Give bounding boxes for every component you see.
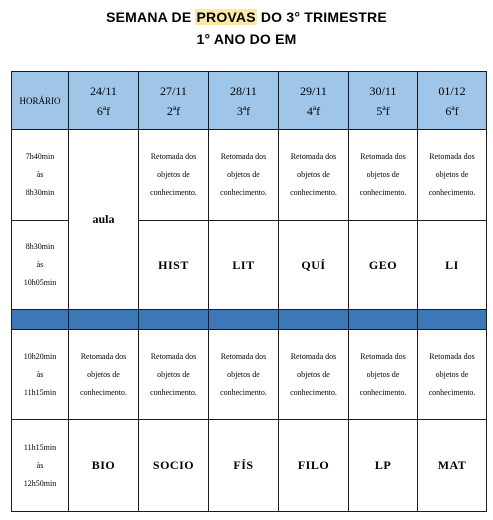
subject-cell: FILO xyxy=(279,420,349,512)
day-header: 29/11 4ªf xyxy=(279,72,349,130)
time-slot: 10h20min às 11h15min xyxy=(12,330,69,420)
subject-cell: FÍS xyxy=(209,420,279,512)
page-title-line2: 1° ANO DO EM xyxy=(196,31,297,47)
subject-cell: MAT xyxy=(418,420,487,512)
topic-cell: Retomada dos objetos de conhecimento. xyxy=(349,330,418,420)
topic-cell: Retomada dos objetos de conhecimento. xyxy=(139,130,209,221)
time-slot: 11h15min às 12h50min xyxy=(12,420,69,512)
horario-header: HORÁRIO xyxy=(12,72,69,130)
day-header: 30/11 5ªf xyxy=(349,72,418,130)
header-row xyxy=(12,72,487,130)
page-title-line1: SEMANA DE PROVAS DO 3° TRIMESTRE xyxy=(106,9,387,25)
aula-cell: aula xyxy=(69,130,139,310)
break-row xyxy=(12,310,487,330)
topic-cell: Retomada dos objetos de conhecimento. xyxy=(418,330,487,420)
topic-cell: Retomada dos objetos de conhecimento. xyxy=(279,130,349,221)
subject-cell: SOCIO xyxy=(139,420,209,512)
subject-cell: HIST xyxy=(139,221,209,310)
table-row xyxy=(12,420,487,512)
subject-cell: QUÍ xyxy=(279,221,349,310)
subject-cell: BIO xyxy=(69,420,139,512)
table-row xyxy=(12,330,487,420)
day-header: 28/11 3ªf xyxy=(209,72,279,130)
topic-cell: Retomada dos objetos de conhecimento. xyxy=(139,330,209,420)
topic-cell: Retomada dos objetos de conhecimento. xyxy=(418,130,487,221)
day-header: 01/12 6ªf xyxy=(418,72,487,130)
topic-cell: Retomada dos objetos de conhecimento. xyxy=(209,130,279,221)
topic-cell: Retomada dos objetos de conhecimento. xyxy=(349,130,418,221)
topic-cell: Retomada dos objetos de conhecimento. xyxy=(69,330,139,420)
subject-cell: LIT xyxy=(209,221,279,310)
time-slot: 8h30min às 10h05min xyxy=(12,221,69,310)
subject-cell: LP xyxy=(349,420,418,512)
exam-schedule-table xyxy=(11,71,487,512)
topic-cell: Retomada dos objetos de conhecimento. xyxy=(279,330,349,420)
highlighted-word: PROVAS xyxy=(196,9,256,25)
table-row xyxy=(12,130,487,221)
time-slot: 7h40min às 8h30min xyxy=(12,130,69,221)
day-header: 27/11 2ªf xyxy=(139,72,209,130)
topic-cell: Retomada dos objetos de conhecimento. xyxy=(209,330,279,420)
subject-cell: GEO xyxy=(349,221,418,310)
subject-cell: LI xyxy=(418,221,487,310)
day-header: 24/11 6ªf xyxy=(69,72,139,130)
